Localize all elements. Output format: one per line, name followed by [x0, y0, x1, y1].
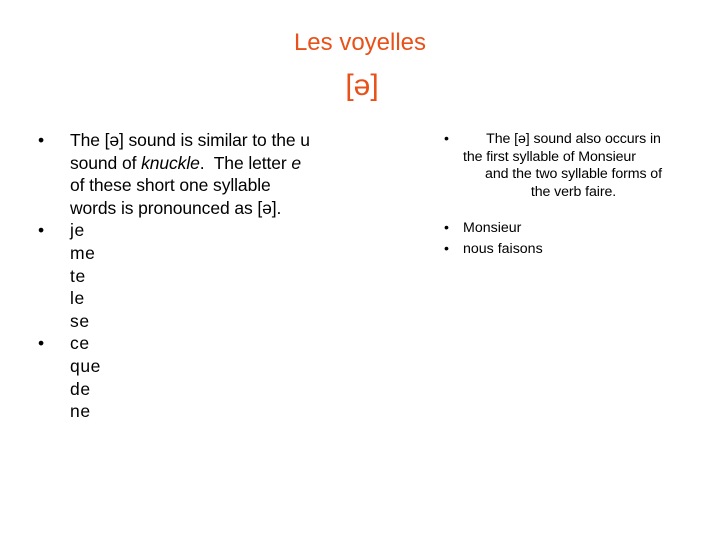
word-group-2	[70, 332, 368, 422]
right-intro-line-2: the first syllable of Monsieur	[463, 148, 636, 165]
list-item-intro	[38, 129, 368, 219]
list-item-words-group-1	[38, 219, 368, 332]
intro-line-2-text: sound of	[70, 152, 142, 173]
word: que	[70, 355, 101, 376]
word: ne	[70, 401, 91, 422]
intro-line-2	[70, 152, 368, 175]
word: de	[70, 378, 91, 399]
intro-line-1-text: The [ə] sound is similar to the u	[70, 130, 310, 150]
intro-line-4: words is pronounced as [ə].	[70, 197, 282, 218]
right-intro-line-3: and the two syllable forms of	[485, 166, 662, 182]
bullet-dot: •	[38, 220, 45, 241]
list-item-words-group-2	[38, 332, 368, 422]
list-item-example	[444, 241, 684, 259]
word: ce	[70, 333, 90, 354]
example-word: nous faisons	[463, 240, 543, 257]
right-bullet-list	[444, 131, 684, 258]
intro-line-3: of these short one syllable	[70, 175, 271, 196]
right-intro-line-1: The [ə] sound also occurs in	[486, 131, 661, 147]
intro-italic-letter: e	[291, 152, 302, 173]
bullet-dot: •	[38, 333, 45, 354]
title-phonetic-symbol: [ə]	[345, 69, 379, 102]
example-word: Monsieur	[463, 220, 522, 236]
word: le	[70, 288, 85, 309]
bullet-dot: •	[38, 130, 45, 150]
intro-italic-word: knuckle	[141, 152, 200, 173]
right-intro-text	[463, 131, 684, 201]
left-bullet-list	[38, 129, 368, 423]
word: se	[70, 310, 90, 331]
word: te	[70, 265, 86, 286]
word: je	[70, 220, 85, 241]
bullet-dot: •	[444, 131, 449, 147]
intro-line-1	[70, 129, 368, 152]
intro-line-2-mid: . The letter	[199, 152, 292, 173]
list-item-right-intro	[444, 131, 684, 201]
bullet-dot: •	[444, 220, 449, 236]
bullet-dot: •	[444, 240, 449, 257]
slide-title	[0, 29, 720, 104]
list-item-example	[444, 220, 684, 238]
word-group-1	[70, 219, 368, 332]
title-text: Les voyelles	[293, 29, 427, 56]
word: me	[70, 242, 96, 263]
right-intro-line-4: the verb faire.	[530, 183, 617, 200]
intro-text	[70, 129, 368, 219]
